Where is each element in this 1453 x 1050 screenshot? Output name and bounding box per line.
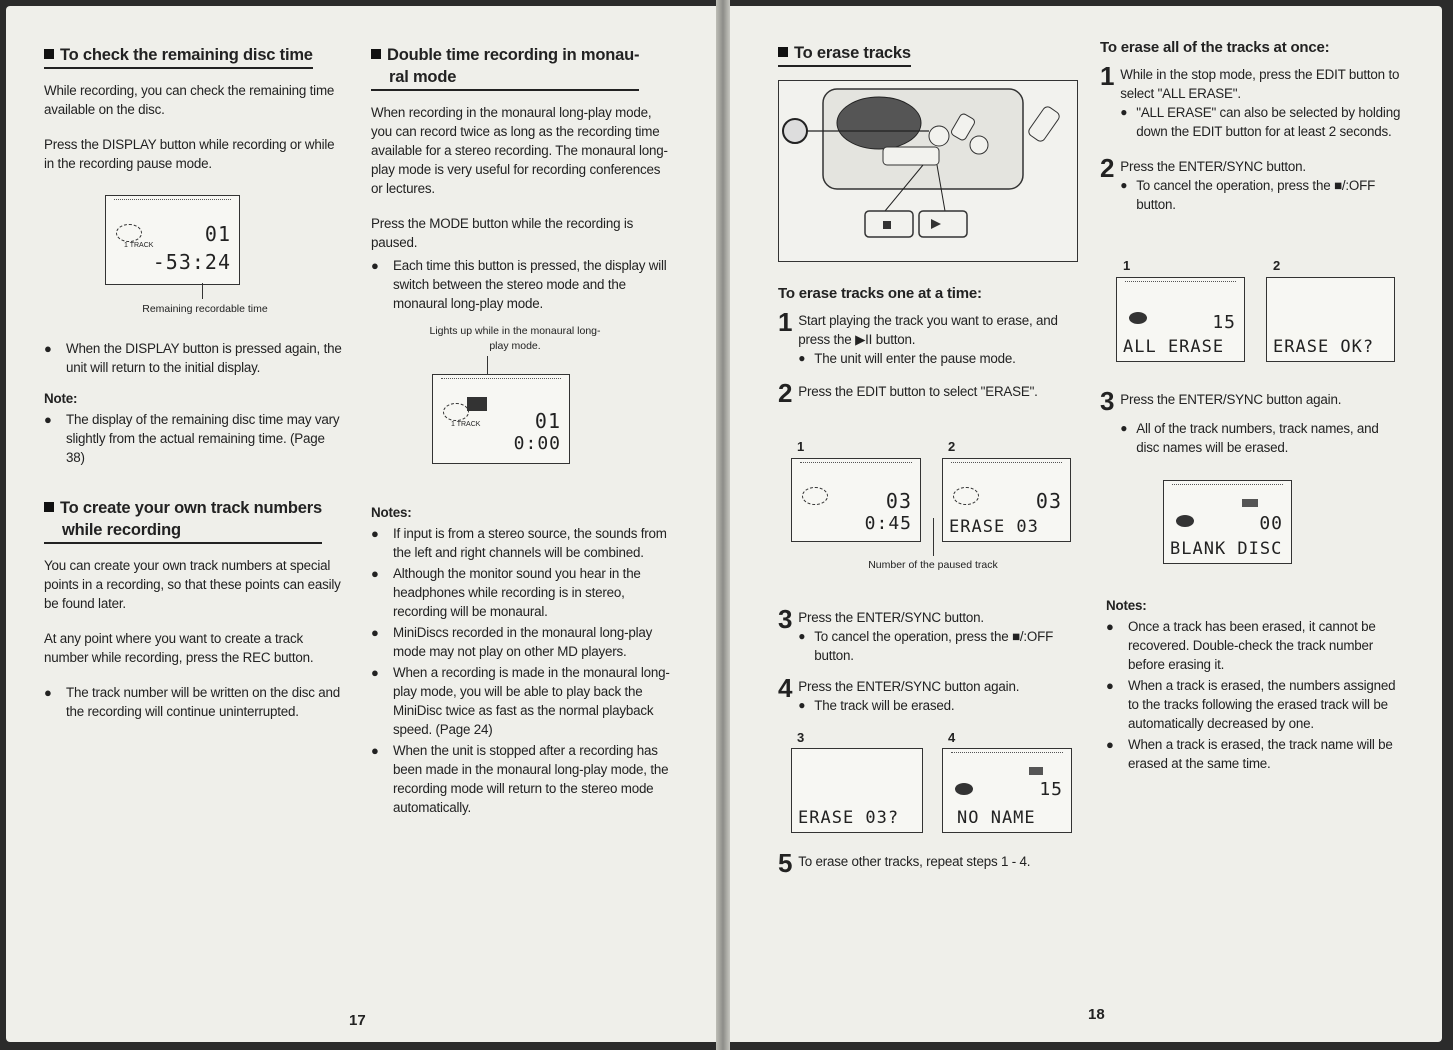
section-title-erase-tracks: To erase tracks — [778, 42, 911, 67]
lcd-erase-step-3 — [791, 748, 923, 833]
lcd-track-number: 03 — [885, 489, 912, 513]
step-text: Press the ENTER/SYNC button again. — [1120, 392, 1342, 407]
right-notes — [1106, 590, 1406, 785]
lcd-indicator-row — [114, 199, 231, 206]
step-text: Press the ENTER/SYNC button. — [1120, 159, 1306, 174]
lcd-time: -53:24 — [152, 250, 231, 274]
paragraph: While recording, you can check the remaining time available on the disc. — [44, 83, 335, 117]
bullet-item: ● When the DISPLAY button is pressed again, the unit will return to the initial display. — [44, 339, 344, 377]
lcd-text: ALL ERASE — [1123, 337, 1225, 357]
step-text: Start playing the track you want to erase, and press the ▶II button. — [798, 313, 1058, 347]
lcd-caption: Lights up while in the monaural long-play mode. — [429, 325, 601, 352]
note-item: ● When a track is erased, the track name will be erased at the same time. — [1106, 735, 1406, 773]
step-text: While in the stop mode, press the EDIT button to select "ALL ERASE". — [1120, 67, 1400, 101]
notes-title: Notes: — [1106, 598, 1147, 613]
disc-icon — [116, 224, 142, 242]
lcd-text: BLANK DISC — [1170, 539, 1283, 559]
lcd-track-number: 03 — [1035, 489, 1062, 513]
lcd-total-number: 15 — [1039, 779, 1063, 800]
lcd-text: ERASE 03? — [798, 808, 900, 828]
figure-label: 1 — [1123, 258, 1131, 273]
lcd-indicator-row — [441, 378, 561, 385]
step-number: 4 — [778, 673, 793, 703]
right-column-1 — [778, 42, 1078, 79]
lcd-text: ERASE 03 — [949, 517, 1039, 537]
battery-icon — [1242, 499, 1258, 507]
notes-list — [1106, 617, 1406, 773]
paragraph: At any point where you want to create a track number while recording, press the REC button. — [44, 631, 314, 665]
bullet-item: ● The display of the remaining disc time may vary slightly from the actual remaining time. (Page 38) — [44, 410, 344, 467]
right-column-1-steps-b — [778, 604, 1078, 721]
section-title-track-numbers: To create your own track numbers while recording — [44, 497, 322, 544]
device-illustration — [778, 80, 1078, 262]
note-item: ● Although the monitor sound you hear in the headphones while recording is in stereo, recording will be monaural. — [371, 564, 671, 621]
lcd-erase-step-1 — [791, 458, 921, 542]
disc-icon — [1176, 515, 1194, 527]
step-text: Press the ENTER/SYNC button again. — [798, 679, 1020, 694]
left-column-1 — [44, 44, 344, 733]
step-text: Press the EDIT button to select "ERASE". — [798, 384, 1038, 399]
lcd-track-label: 1 TRACK — [451, 421, 481, 428]
step-subtext: ● The track will be erased. — [798, 696, 1078, 715]
paragraph: When recording in the monaural long-play mode, you can record twice as long as the recording time available for a stereo recording. The monaural long-play mode is very useful for recording conferences or lectures. — [371, 105, 668, 196]
disc-icon — [955, 783, 973, 795]
lcd-blank-disc — [1163, 480, 1292, 564]
step-3 — [1100, 386, 1405, 457]
bullet-item: ● The track number will be written on the disc and the recording will continue uninterrupted. — [44, 683, 344, 721]
lcd-caption: Number of the paused track — [868, 559, 998, 571]
step-subtext: ● All of the track numbers, track names, and disc names will be erased. — [1120, 419, 1405, 457]
battery-icon — [1029, 767, 1043, 775]
section-title-double-time: Double time recording in monau- ral mode — [371, 44, 639, 91]
paragraph: Press the MODE button while the recording is paused. — [371, 216, 634, 250]
lcd-erase-step-4 — [942, 748, 1072, 833]
disc-icon — [802, 487, 828, 505]
paragraph: Press the DISPLAY button while recording or while in the recording pause mode. — [44, 137, 335, 171]
step-number: 1 — [1100, 61, 1115, 91]
lcd-text: NO NAME — [957, 808, 1036, 828]
step-text: To erase other tracks, repeat steps 1 - 4. — [798, 854, 1031, 869]
mono-indicator-icon — [467, 397, 487, 411]
lcd-indicator-row — [951, 752, 1063, 759]
lcd-all-erase-step-2 — [1266, 277, 1395, 362]
lcd-time: 0:45 — [864, 513, 912, 534]
step-3 — [778, 604, 1078, 665]
note-item: ● If input is from a stereo source, the sounds from the left and right channels will be combined. — [371, 524, 671, 562]
lcd-caption: Remaining recordable time — [142, 303, 268, 315]
lcd-erase-step-2 — [942, 458, 1071, 542]
lcd-indicator-row — [800, 462, 912, 469]
figure-label: 2 — [948, 439, 956, 454]
note-item: ● When a track is erased, the numbers assigned to the tracks following the erased track will be automatically decreased by one. — [1106, 676, 1406, 733]
step-number: 3 — [1100, 386, 1115, 416]
page-number-right: 18 — [1088, 1006, 1105, 1023]
step-number: 3 — [778, 604, 793, 634]
subsection-title: To erase all of the tracks at once: — [1100, 39, 1330, 56]
paragraph: You can create your own track numbers at special points in a recording, so that these points can easily be found later. — [44, 558, 341, 611]
step-number: 2 — [1100, 153, 1115, 183]
note-title: Note: — [44, 391, 78, 406]
note-item: ● Once a track has been erased, it cannot be recovered. Double-check the track number before erasing it. — [1106, 617, 1406, 674]
step-subtext: ● To cancel the operation, press the ■/:OFF button. — [798, 627, 1078, 665]
right-column-1-steps — [778, 284, 1078, 410]
figure-label: 3 — [797, 730, 805, 745]
notes-list — [371, 524, 671, 817]
figure-label: 4 — [948, 730, 956, 745]
step-number: 1 — [778, 307, 793, 337]
caption-line — [202, 283, 203, 299]
lcd-track-label: 1 TRACK — [124, 242, 154, 249]
step-4 — [778, 673, 1078, 715]
lcd-total-number: 00 — [1259, 513, 1283, 534]
note-item: ● When a recording is made in the monaural long-play mode, you will be able to play back the MiniDisc twice as fast as the normal playback speed. (Page 24) — [371, 663, 671, 739]
note-item: ● MiniDiscs recorded in the monaural long-play mode may not play on other MD players. — [371, 623, 671, 661]
step-subtext: ● To cancel the operation, press the ■/:OFF button. — [1120, 176, 1405, 214]
lcd-text: ERASE OK? — [1273, 337, 1375, 357]
lcd-remaining-time — [105, 195, 240, 285]
step-subtext: ● "ALL ERASE" can also be selected by holding down the EDIT button for at least 2 seconds. — [1120, 103, 1405, 141]
bullet-item: ● Each time this button is pressed, the display will switch between the stereo mode and the monaural long-play mode. — [371, 256, 671, 313]
step-2 — [1100, 153, 1405, 214]
lcd-indicator-row — [951, 462, 1062, 469]
step-5-block — [778, 848, 1088, 880]
lcd-indicator-row — [1125, 281, 1236, 288]
notes-title: Notes: — [371, 505, 412, 520]
step-number: 5 — [778, 848, 793, 878]
caption-line — [933, 518, 934, 556]
disc-icon — [1129, 312, 1147, 324]
right-column-2 — [1100, 38, 1405, 220]
book-gutter — [716, 0, 730, 1050]
step-5 — [778, 848, 1088, 878]
disc-icon — [443, 403, 469, 421]
note-item: ● When the unit is stopped after a recording has been made in the monaural long-play mode, the recording mode will return to the stereo mode automatically. — [371, 741, 671, 817]
step-subtext: ● The unit will enter the pause mode. — [798, 349, 1078, 368]
step-2 — [778, 378, 1078, 408]
lcd-time: 0:00 — [513, 433, 561, 454]
step-number: 2 — [778, 378, 793, 408]
lcd-total-number: 15 — [1212, 312, 1236, 333]
subsection-title: To erase tracks one at a time: — [778, 285, 982, 302]
right-column-2-step3 — [1100, 386, 1405, 463]
figure-label: 1 — [797, 439, 805, 454]
figure-label: 2 — [1273, 258, 1281, 273]
lcd-indicator-row — [1172, 484, 1283, 491]
step-1 — [778, 307, 1078, 368]
disc-icon — [953, 487, 979, 505]
lcd-mono-mode — [432, 374, 570, 464]
step-text: Press the ENTER/SYNC button. — [798, 610, 984, 625]
step-1 — [1100, 61, 1405, 141]
lcd-track-number: 01 — [204, 222, 231, 246]
page-number-left: 17 — [349, 1012, 366, 1029]
lcd-track-number: 01 — [534, 409, 561, 433]
lcd-all-erase-step-1 — [1116, 277, 1245, 362]
section-title-remaining-time: To check the remaining disc time — [44, 44, 313, 69]
device-drawing — [779, 81, 1077, 261]
